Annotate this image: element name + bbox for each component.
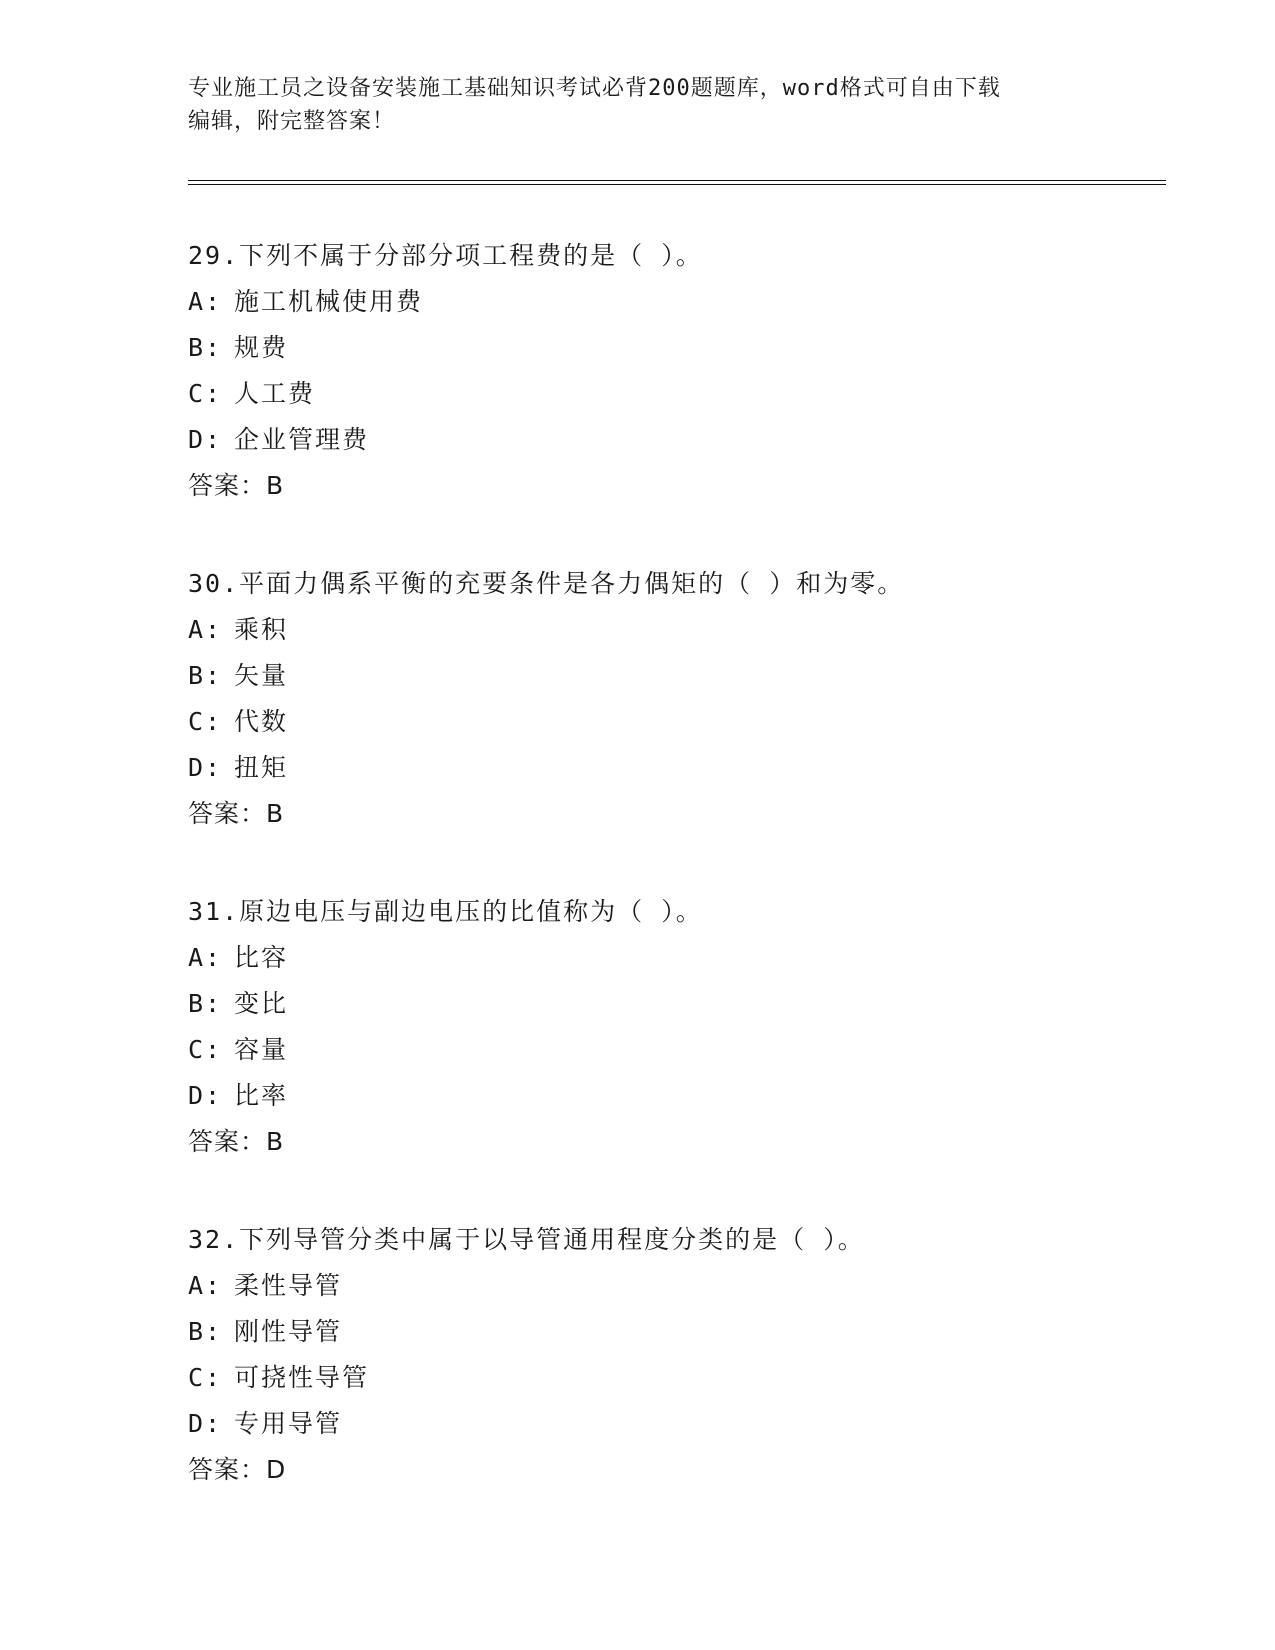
option-key: A: [188, 615, 223, 644]
question-stem: 30.平面力偶系平衡的充要条件是各力偶矩的（ ）和为零。 [188, 569, 905, 598]
question-30 [188, 561, 1168, 837]
option-c [188, 1027, 1168, 1073]
option-text: 矢量 [234, 661, 289, 690]
option-a [188, 607, 1168, 653]
question-stem: 31.原边电压与副边电压的比值称为（ ）。 [188, 897, 703, 926]
option-key: A: [188, 287, 223, 316]
document-header [188, 72, 1088, 138]
option-key: D: [188, 1409, 223, 1438]
question-list [188, 233, 1168, 1545]
question-29 [188, 233, 1168, 509]
question-32 [188, 1217, 1168, 1493]
option-b [188, 325, 1168, 371]
option-text: 容量 [234, 1035, 289, 1064]
option-c [188, 1355, 1168, 1401]
option-d [188, 417, 1168, 463]
answer-label: 答案： [188, 799, 267, 828]
answer-value: B [266, 471, 286, 500]
question-31 [188, 889, 1168, 1165]
option-a [188, 1263, 1168, 1309]
option-d [188, 1401, 1168, 1447]
option-key: B: [188, 989, 223, 1018]
header-line-1: 专业施工员之设备安装施工基础知识考试必背200题题库，word格式可自由下载 [188, 76, 1001, 101]
option-text: 比容 [234, 943, 289, 972]
option-d [188, 745, 1168, 791]
answer-value: B [266, 799, 286, 828]
option-a [188, 279, 1168, 325]
option-text: 扭矩 [234, 753, 289, 782]
option-text: 比率 [234, 1081, 289, 1110]
option-key: C: [188, 1035, 223, 1064]
option-d [188, 1073, 1168, 1119]
option-key: A: [188, 1271, 223, 1300]
option-key: D: [188, 1081, 223, 1110]
option-c [188, 371, 1168, 417]
answer [188, 791, 1168, 837]
header-divider-top [188, 180, 1166, 181]
option-b [188, 1309, 1168, 1355]
option-key: D: [188, 753, 223, 782]
option-key: B: [188, 1317, 223, 1346]
option-text: 代数 [234, 707, 289, 736]
question-stem: 29.下列不属于分部分项工程费的是（ ）。 [188, 241, 703, 270]
option-c [188, 699, 1168, 745]
answer-label: 答案： [188, 1455, 267, 1484]
option-text: 专用导管 [234, 1409, 343, 1438]
answer-label: 答案： [188, 471, 267, 500]
option-text: 施工机械使用费 [234, 287, 424, 316]
option-text: 企业管理费 [234, 425, 370, 454]
option-key: C: [188, 1363, 223, 1392]
header-divider-bottom [188, 184, 1166, 185]
option-b [188, 653, 1168, 699]
option-text: 刚性导管 [234, 1317, 343, 1346]
option-text: 可挠性导管 [234, 1363, 370, 1392]
option-text: 规费 [234, 333, 289, 362]
option-a [188, 935, 1168, 981]
option-key: D: [188, 425, 223, 454]
option-text: 变比 [234, 989, 289, 1018]
option-key: C: [188, 707, 223, 736]
answer-value: D [266, 1455, 288, 1484]
question-stem: 32.下列导管分类中属于以导管通用程度分类的是（ ）。 [188, 1225, 865, 1254]
option-b [188, 981, 1168, 1027]
header-line-2: 编辑，附完整答案！ [188, 109, 396, 134]
option-text: 柔性导管 [234, 1271, 343, 1300]
option-key: B: [188, 333, 223, 362]
answer-value: B [266, 1127, 286, 1156]
option-text: 乘积 [234, 615, 289, 644]
answer [188, 463, 1168, 509]
answer-label: 答案： [188, 1127, 267, 1156]
option-key: A: [188, 943, 223, 972]
answer [188, 1447, 1168, 1493]
option-text: 人工费 [234, 379, 316, 408]
option-key: C: [188, 379, 223, 408]
option-key: B: [188, 661, 223, 690]
answer [188, 1119, 1168, 1165]
